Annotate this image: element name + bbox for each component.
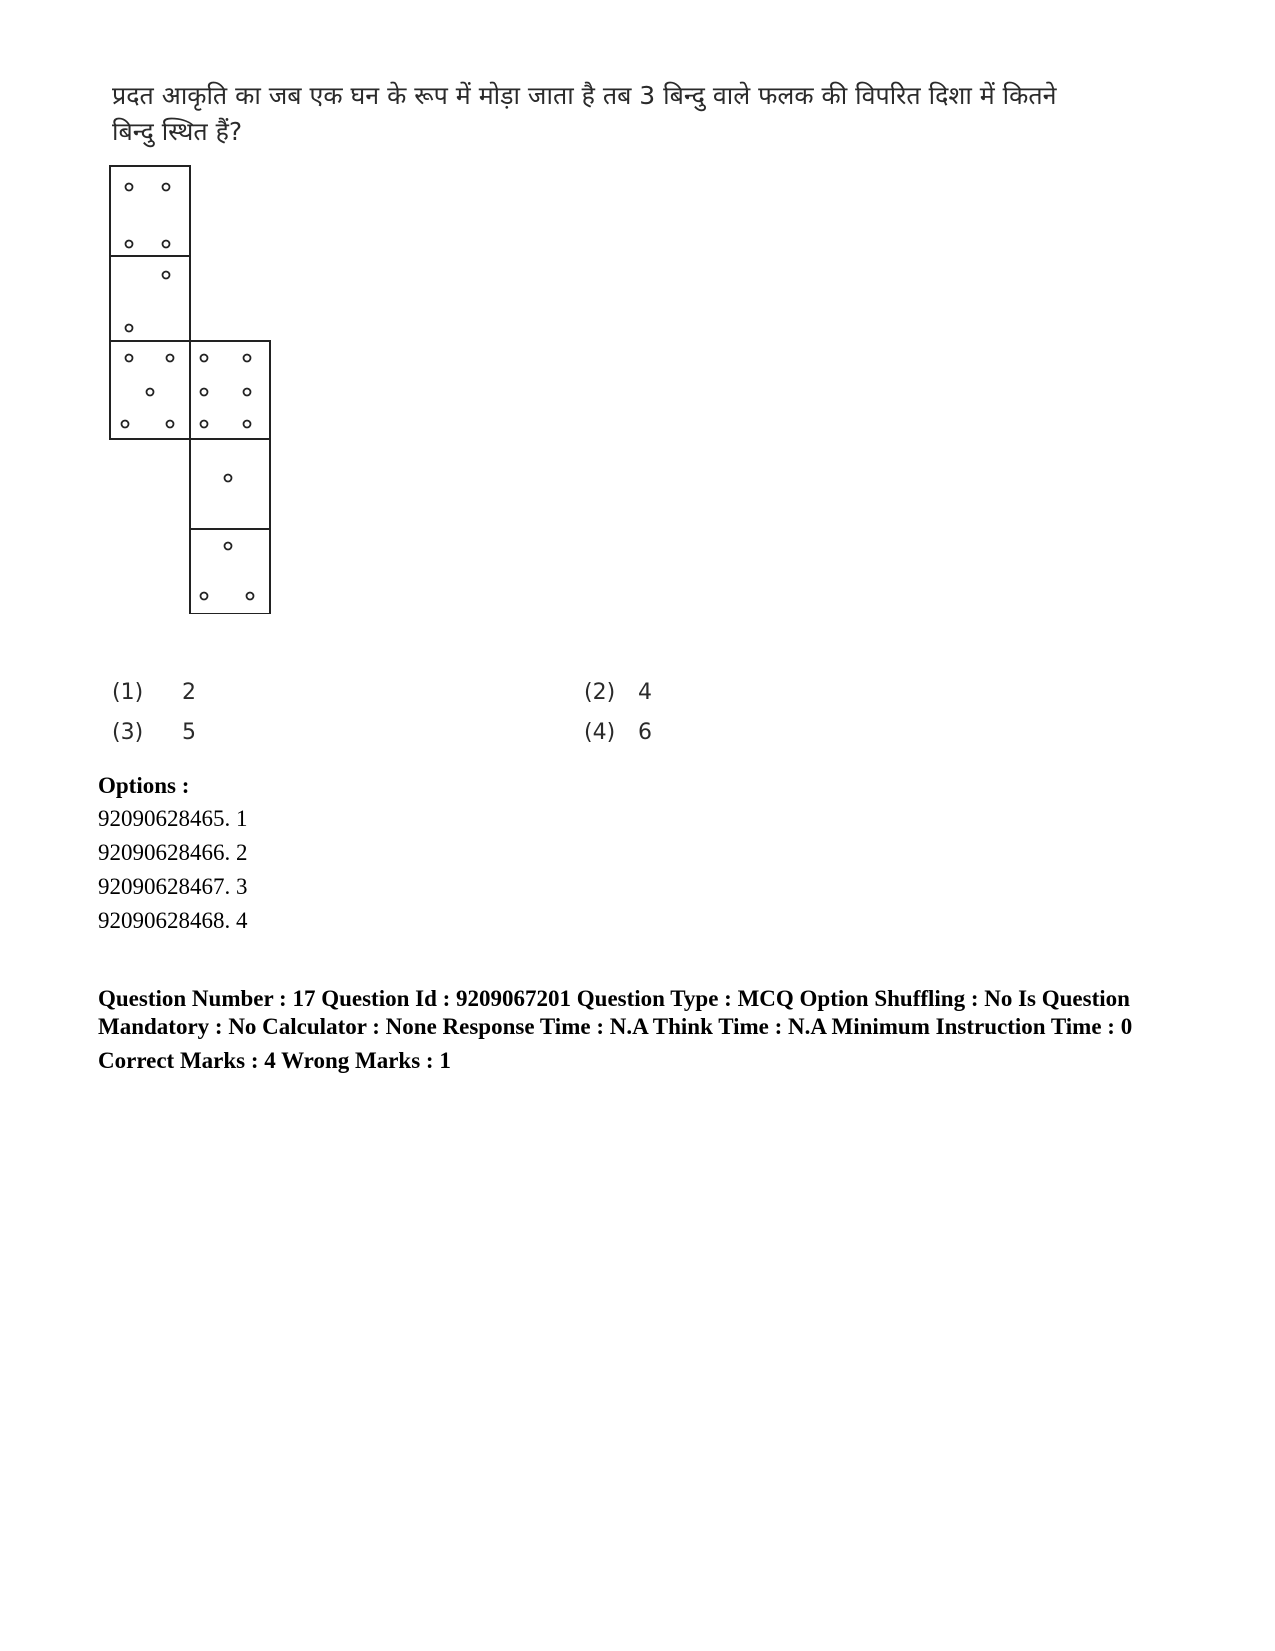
- answer-choice-label: (1): [112, 680, 144, 705]
- dot: [247, 593, 254, 600]
- dot: [244, 421, 251, 428]
- option-item: 92090628467. 3: [98, 874, 248, 899]
- option-item: 92090628466. 2: [98, 840, 248, 865]
- net-face-bottom: [190, 529, 270, 614]
- answer-choice-value: 2: [182, 680, 196, 705]
- answer-choice-label: (2): [584, 680, 616, 705]
- dot: [163, 241, 170, 248]
- dot: [244, 389, 251, 396]
- dot: [126, 325, 133, 332]
- dot: [244, 355, 251, 362]
- answer-choice-value: 5: [182, 720, 196, 745]
- question-meta-line: Question Number : 17 Question Id : 9209067201 Question Type : MCQ Option Shuffling : No Is Question Mandatory : No Calculator : None Response Time : N.A Think Time : N.A Minimum Instruction Time : 0: [98, 986, 1133, 1039]
- answer-choice-1: [112, 680, 196, 705]
- dot: [163, 184, 170, 191]
- marks-line: Correct Marks : 4 Wrong Marks : 1: [98, 1048, 451, 1073]
- dot: [122, 421, 129, 428]
- dot: [225, 543, 232, 550]
- dot: [225, 475, 232, 482]
- option-item: 92090628465. 1: [98, 806, 248, 831]
- net-face-second: [110, 256, 190, 341]
- dot: [126, 241, 133, 248]
- answer-choice-3: [112, 720, 196, 745]
- dot: [201, 593, 208, 600]
- answer-choice-label: (4): [584, 720, 616, 745]
- dot: [167, 421, 174, 428]
- net-face-lower: [190, 439, 270, 529]
- option-item: 92090628468. 4: [98, 908, 248, 933]
- dot: [126, 355, 133, 362]
- dot: [201, 421, 208, 428]
- answer-choice-value: 6: [638, 720, 652, 745]
- answer-choice-2: [584, 680, 652, 705]
- answer-choice-label: (3): [112, 720, 144, 745]
- answer-choice-4: [584, 720, 652, 745]
- dot: [201, 355, 208, 362]
- question-text: प्रदत आकृति का जब एक घन के रूप में मोड़ा जाता है तब 3 बिन्दु वाले फलक की विपरित दिशा में कितने बिन्दु स्थित हैं?: [112, 81, 1057, 146]
- net-face-top: [110, 166, 190, 256]
- dot: [167, 355, 174, 362]
- question-meta: [98, 985, 1158, 1075]
- dot: [201, 389, 208, 396]
- options-heading: Options :: [98, 773, 190, 798]
- cube-net-figure: [108, 164, 278, 614]
- answer-choice-value: 4: [638, 680, 652, 705]
- dot: [163, 272, 170, 279]
- dot: [147, 389, 154, 396]
- dot: [126, 184, 133, 191]
